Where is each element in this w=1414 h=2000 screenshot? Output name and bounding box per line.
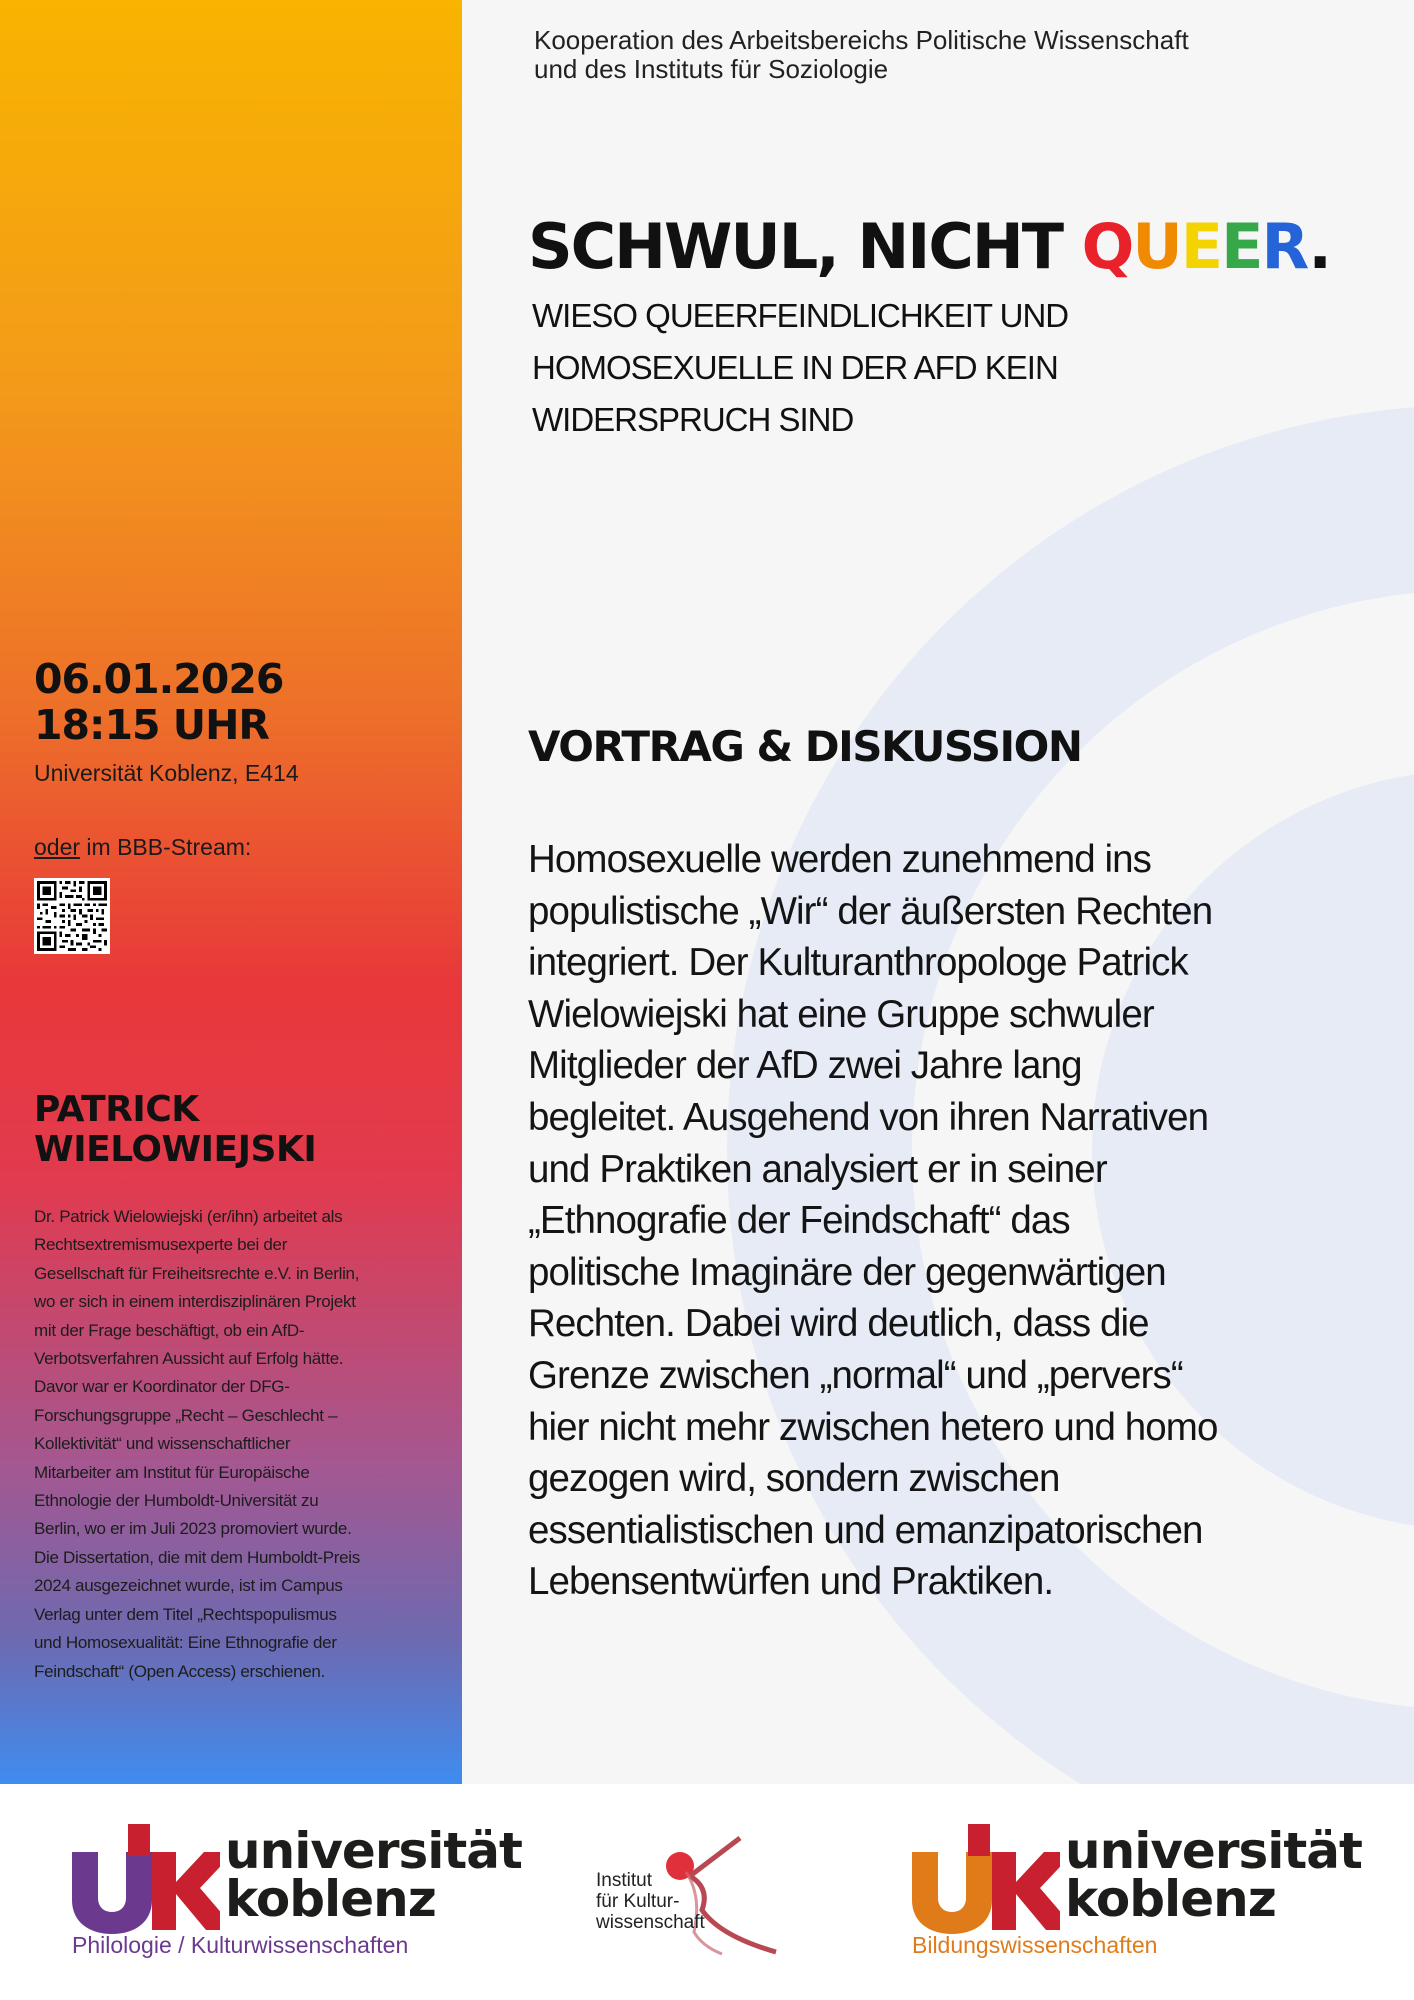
uk-faculty-philologie: Philologie / Kulturwissenschaften xyxy=(72,1932,409,1958)
kultur-line: für Kultur- xyxy=(596,1891,680,1912)
subtitle-line: HOMOSEXUELLE IN DER AFD KEIN xyxy=(532,349,1058,386)
abstract-line: Mitglieder der AfD zwei Jahre lang xyxy=(528,1044,1082,1088)
bio-line: Die Dissertation, die mit dem Humboldt-Preis xyxy=(34,1547,360,1567)
bio-line: Mitarbeiter am Institut für Europäische xyxy=(34,1462,310,1482)
uk-word-koblenz: koblenz xyxy=(225,1870,436,1928)
cooperation-line-2: und des Instituts für Soziologie xyxy=(534,54,889,84)
uk-monogram-icon xyxy=(70,1824,220,1934)
bio-line: Verlag unter dem Titel „Rechtspopulismus xyxy=(34,1604,337,1624)
bio-line: mit der Frage beschäftigt, ob ein AfD- xyxy=(34,1320,305,1340)
event-time: 18:15 UHR xyxy=(34,701,269,749)
abstract-line: Grenze zwischen „normal“ und „pervers“ xyxy=(528,1353,1183,1397)
speaker-bio xyxy=(34,1203,426,1686)
stream-or-link[interactable]: oder xyxy=(34,834,81,860)
title-queer-letter: E xyxy=(1180,210,1222,283)
qr-code-icon xyxy=(37,881,107,951)
title-period: . xyxy=(1308,210,1330,283)
abstract-line: essentialistischen und emanzipatorischen xyxy=(528,1508,1203,1552)
speaker-first-name: PATRICK xyxy=(34,1089,199,1130)
speaker-name xyxy=(34,1090,316,1170)
speaker-last-name: WIELOWIEJSKI xyxy=(34,1129,317,1170)
cooperation-note xyxy=(534,26,1189,84)
qr-code[interactable] xyxy=(34,878,110,954)
event-title xyxy=(528,210,1330,283)
bio-line: Forschungsgruppe „Recht – Geschlecht – xyxy=(34,1405,338,1425)
uk-word-koblenz: koblenz xyxy=(1065,1870,1276,1928)
bio-line: 2024 ausgezeichnet wurde, ist im Campus xyxy=(34,1576,343,1596)
cooperation-line-1: Kooperation des Arbeitsbereichs Politische Wissenschaft xyxy=(534,25,1189,55)
title-queer-letter: Q xyxy=(1081,210,1133,283)
section-heading: VORTRAG & DISKUSSION xyxy=(528,722,1082,771)
abstract-line: und Praktiken analysiert er in seiner xyxy=(528,1147,1107,1191)
title-queer-letter: R xyxy=(1261,210,1309,283)
title-queer-letter: E xyxy=(1221,210,1262,283)
abstract-line: Lebensentwürfen und Praktiken. xyxy=(528,1560,1054,1604)
kultur-institute-name xyxy=(596,1870,705,1933)
subtitle-line: WIESO QUEERFEINDLICHKEIT UND xyxy=(532,297,1069,334)
uni-koblenz-bildung-logo[interactable] xyxy=(910,1822,1362,1964)
uk-word-universitaet: universität xyxy=(1065,1822,1362,1880)
bio-line: Kollektivität“ und wissenschaftlicher xyxy=(34,1434,291,1454)
event-abstract xyxy=(528,834,1378,1608)
title-queer-letter: U xyxy=(1132,210,1181,283)
bio-line: und Homosexualität: Eine Ethnografie der xyxy=(34,1633,337,1653)
uk-word-universitaet: universität xyxy=(225,1822,522,1880)
abstract-line: integriert. Der Kulturanthropologe Patrick xyxy=(528,941,1188,985)
bio-line: Ethnologie der Humboldt-Universität zu xyxy=(34,1491,319,1511)
bio-line: Dr. Patrick Wielowiejski (er/ihn) arbeitet als xyxy=(34,1207,343,1226)
stream-label: im BBB-Stream: xyxy=(80,834,252,860)
bio-line: Feindschaft“ (Open Access) erschienen. xyxy=(34,1661,325,1681)
event-subtitle xyxy=(532,290,1132,446)
stream-info xyxy=(34,834,251,861)
abstract-line: hier nicht mehr zwischen hetero und homo xyxy=(528,1405,1218,1449)
event-date: 06.01.2026 xyxy=(34,655,284,703)
subtitle-line: WIDERSPRUCH SIND xyxy=(532,401,854,438)
bio-line: Rechtsextremismusexperte bei der xyxy=(34,1235,288,1255)
abstract-line: begleitet. Ausgehend von ihren Narrativen xyxy=(528,1095,1209,1139)
institut-kulturwissenschaft-logo[interactable] xyxy=(590,1836,790,1956)
bio-line: Davor war er Koordinator der DFG- xyxy=(34,1377,290,1397)
bio-line: wo er sich in einem interdisziplinären Projekt xyxy=(34,1292,356,1312)
abstract-line: „Ethnografie der Feindschaft“ das xyxy=(528,1199,1070,1243)
uk-monogram-icon xyxy=(910,1824,1060,1934)
abstract-line: politische Imaginäre der gegenwärtigen xyxy=(528,1250,1166,1294)
bio-line: Verbotsverfahren Aussicht auf Erfolg hätte. xyxy=(34,1349,344,1369)
kultur-line: wissenschaft xyxy=(596,1912,705,1933)
bio-line: Berlin, wo er im Juli 2023 promoviert wurde. xyxy=(34,1519,352,1539)
footer-logos xyxy=(0,1784,1414,2000)
uni-koblenz-philologie-logo[interactable] xyxy=(70,1822,522,1964)
event-datetime xyxy=(34,656,283,748)
event-sidebar xyxy=(0,0,462,1784)
title-main: SCHWUL, NICHT xyxy=(528,210,1082,283)
bio-line: Gesellschaft für Freiheitsrechte e.V. in Berlin, xyxy=(34,1263,360,1283)
abstract-line: Homosexuelle werden zunehmend ins xyxy=(528,838,1152,881)
abstract-line: populistische „Wir“ der äußersten Rechten xyxy=(528,889,1213,933)
uk-faculty-bildung: Bildungswissenschaften xyxy=(912,1932,1158,1958)
abstract-line: gezogen wird, sondern zwischen xyxy=(528,1457,1060,1501)
kultur-line: Institut xyxy=(596,1870,652,1891)
event-venue: Universität Koblenz, E414 xyxy=(34,760,299,786)
abstract-line: Wielowiejski hat eine Gruppe schwuler xyxy=(528,992,1154,1036)
abstract-line: Rechten. Dabei wird deutlich, dass die xyxy=(528,1302,1149,1346)
main-content xyxy=(462,0,1414,1784)
